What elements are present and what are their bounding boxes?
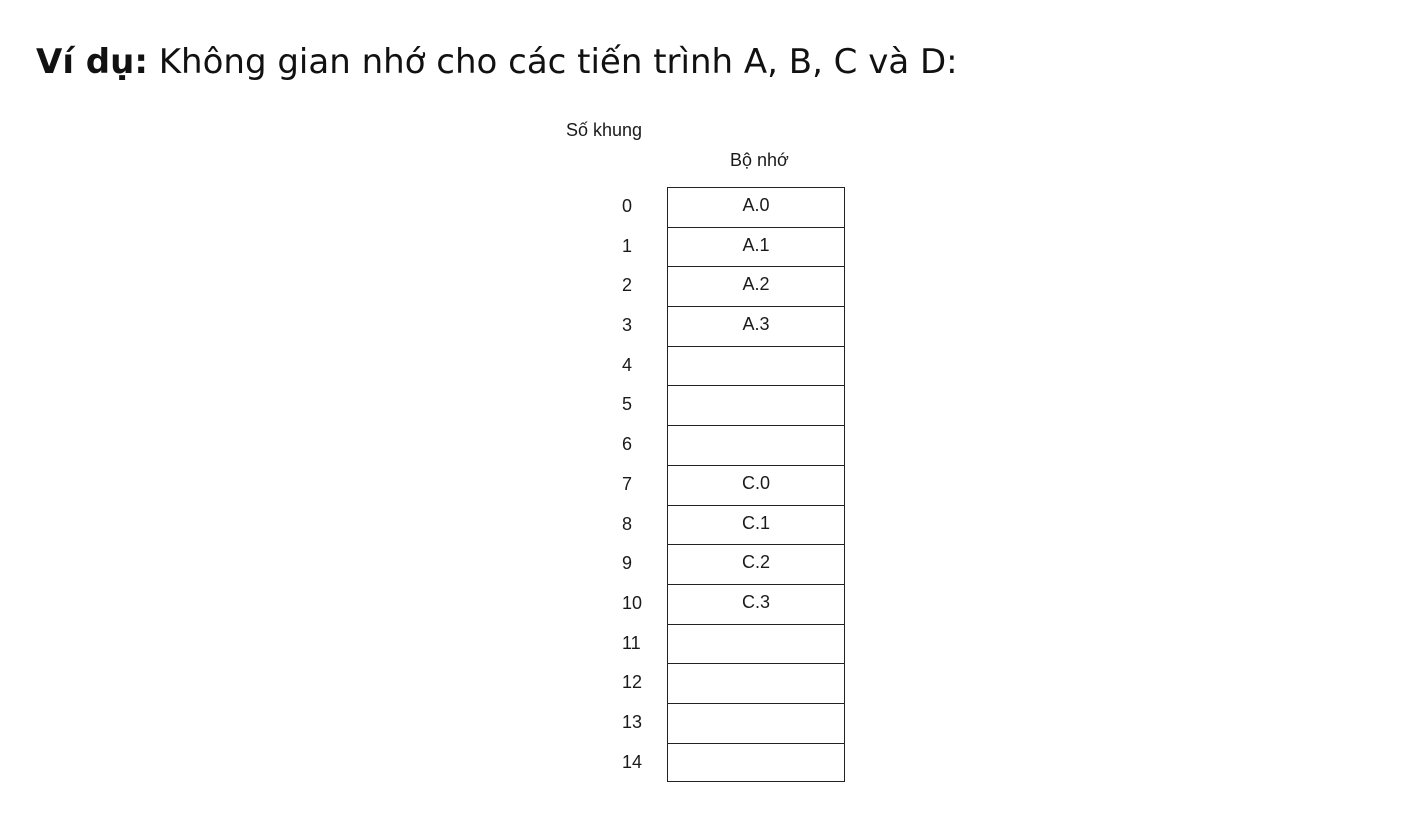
frame-number: 13: [622, 711, 643, 732]
frame-number-cell: [560, 385, 640, 425]
frame-number-cell: [560, 465, 640, 505]
memory-frame-cell: A.0: [667, 187, 845, 227]
frame-number: 4: [622, 354, 633, 375]
frame-number-cell: [560, 505, 640, 545]
memory-frame-cell: A.2: [667, 266, 845, 306]
frame-row: [560, 584, 860, 624]
example-heading: [36, 38, 958, 86]
memory-frame-cell: [667, 703, 845, 743]
frames-header: Số khung: [566, 120, 643, 140]
memory-frame-cell: [667, 663, 845, 703]
frame-row: [560, 227, 860, 267]
frame-row: [560, 544, 860, 584]
frame-number-cell: [560, 227, 640, 267]
frame-row: [560, 624, 860, 664]
frame-row: [560, 663, 860, 703]
frame-row: [560, 505, 860, 545]
example-label: Ví dụ:: [36, 42, 148, 82]
memory-frame-cell: C.2: [667, 544, 845, 584]
frame-number: 12: [622, 672, 643, 693]
frame-row: [560, 425, 860, 465]
frame-number: 9: [622, 553, 633, 574]
example-text: Không gian nhớ cho các tiến trình A, B, C và D:: [158, 42, 958, 82]
frame-number-cell: [560, 306, 640, 346]
frame-number-cell: [560, 425, 640, 465]
memory-frame-cell: C.1: [667, 505, 845, 545]
frame-number: 14: [622, 751, 643, 772]
frame-row: [560, 346, 860, 386]
memory-frame-cell: C.0: [667, 465, 845, 505]
frame-number: 0: [622, 196, 633, 216]
memory-frame-cell: [667, 425, 845, 465]
frame-row: [560, 266, 860, 306]
frame-number-cell: [560, 663, 643, 703]
memory-frame-cell: A.3: [667, 306, 845, 346]
memory-frames-diagram: [560, 118, 860, 798]
frame-number-cell: [560, 266, 640, 306]
frame-row: [560, 385, 860, 425]
frame-number: 1: [622, 235, 633, 256]
frame-number-cell: [560, 544, 640, 584]
memory-frame-cell: C.3: [667, 584, 845, 624]
frame-number: 5: [622, 394, 633, 415]
frame-number: 10: [622, 592, 643, 613]
frame-number: 6: [622, 434, 633, 455]
frame-number: 3: [622, 315, 633, 336]
frame-number-cell: [560, 703, 643, 743]
frame-number-cell: [560, 346, 640, 386]
frame-row: [560, 306, 860, 346]
memory-frame-cell: [667, 385, 845, 425]
frame-row: [560, 703, 860, 743]
frame-number-cell: [560, 584, 643, 624]
frame-table: [560, 187, 860, 782]
frame-number: 2: [622, 275, 633, 296]
frame-row: [560, 465, 860, 505]
memory-header: Bộ nhớ: [730, 150, 789, 170]
frame-number-cell: [560, 743, 643, 783]
frame-row: [560, 187, 860, 227]
frame-number-cell: [560, 624, 640, 664]
frame-row: [560, 743, 860, 783]
memory-frame-cell: [667, 743, 845, 783]
frame-number-cell: [560, 187, 640, 227]
memory-frame-cell: [667, 346, 845, 386]
frame-number: 8: [622, 513, 633, 534]
frame-number: 7: [622, 473, 633, 494]
frame-number: 11: [622, 632, 641, 653]
memory-frame-cell: [667, 624, 845, 664]
memory-frame-cell: A.1: [667, 227, 845, 267]
